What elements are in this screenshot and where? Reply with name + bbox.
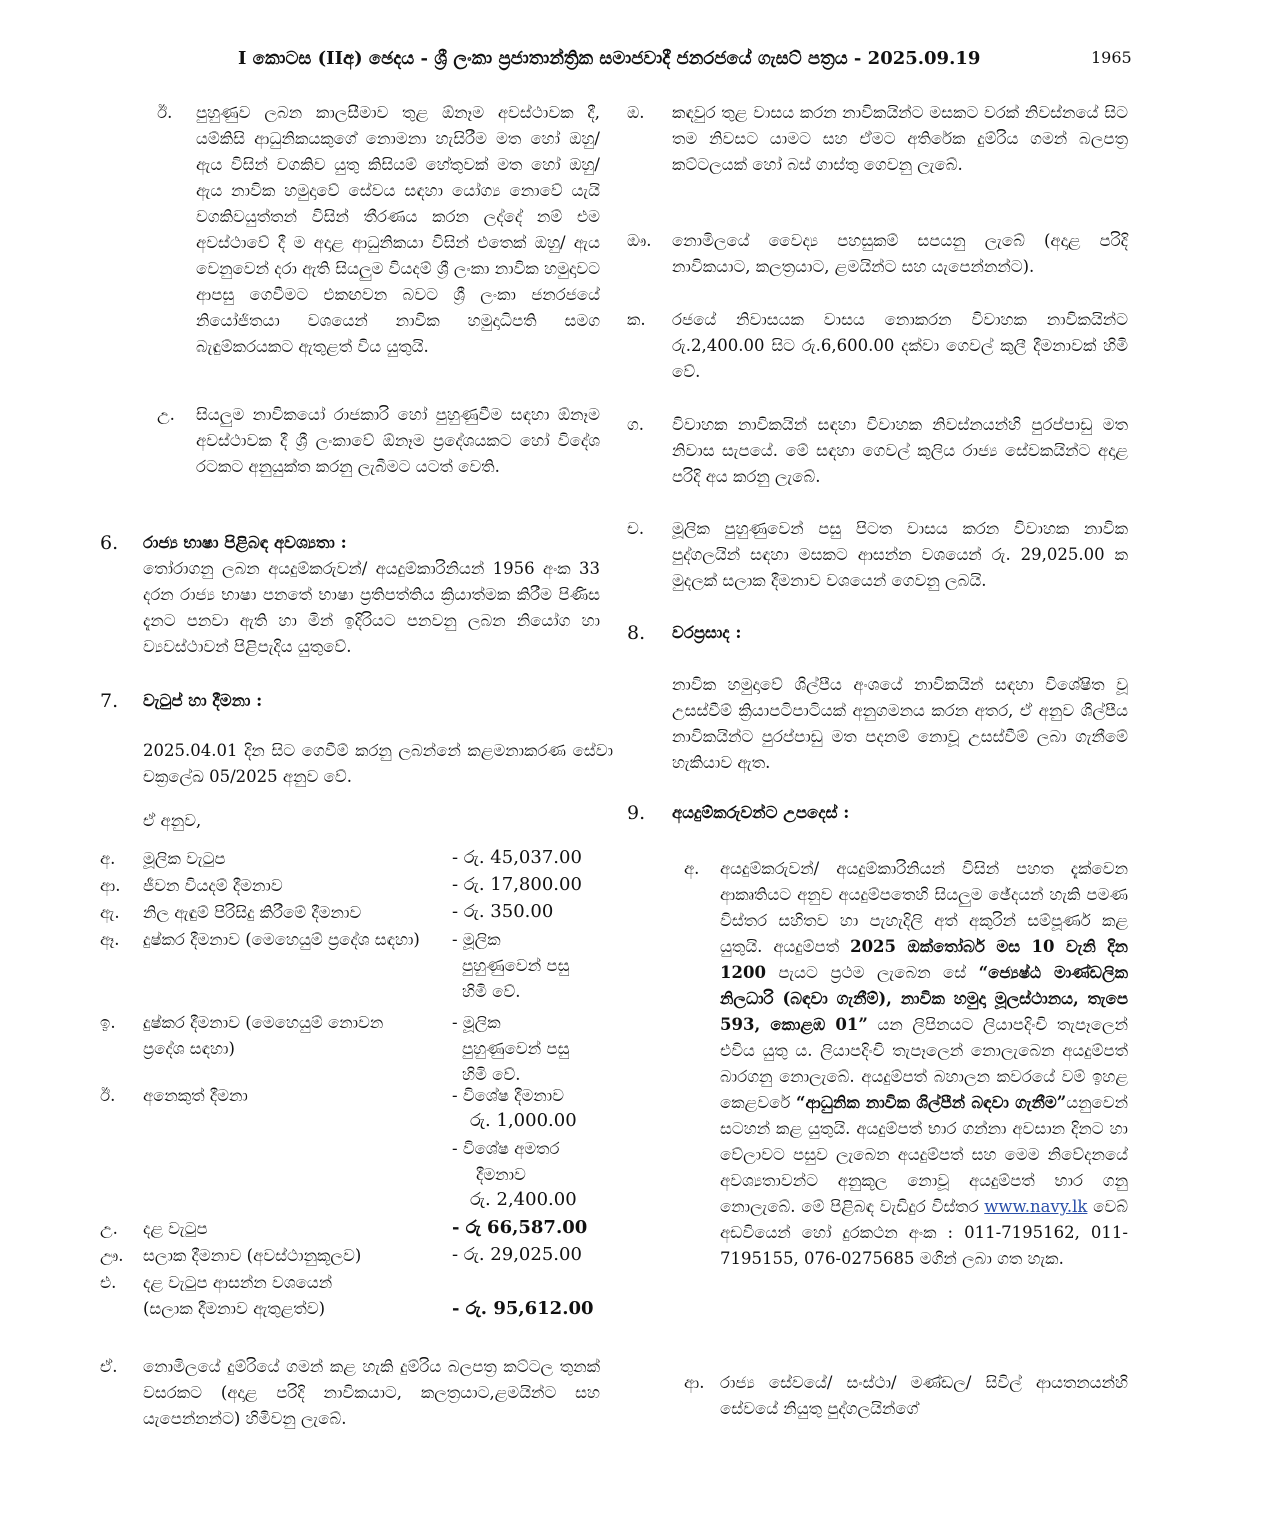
salary-row-value: - රු. 45,037.00 [452, 847, 582, 868]
item-ka-text: රජයේ නිවාසයක වාසය නොකරන විවාහක නාවිකයින්ට රු.2,400.00 සිට රු.6,600.00 දක්වා ගෙවල් කුලී දීමනාවක් හිමි වේ. [672, 310, 1128, 381]
section-6-heading: රාජ්‍ය භාෂා පිළිබඳ අවශ්‍යතා : [143, 533, 347, 552]
sub-a-envelope-mark: “ආධුනික නාවික ශිල්පීන් බඳවා ගැනීම” [796, 1093, 1067, 1112]
item-o-label: ඔ. [627, 103, 645, 122]
sub-a-deadline: 2025 ඔක්තෝබර් මස 10 වැනි දින 1200 [720, 937, 1129, 982]
salary-row-value-cont: පුහුණුවෙන් පසු [462, 1039, 570, 1058]
item-ga-label: ග. [627, 415, 645, 434]
sub-a-label: අ. [684, 859, 700, 878]
item-o-text: කඳවුර තුළ වාසය කරන නාවිකයින්ට මසකට වරක් නිවස්නයේ සිට තම නිවසට යාමට සහ ඒමට අතිරේක දුම්රිය ගමන් බලපත්‍ර කට්ටලයක් හෝ බස් ගාස්තු ගෙවනු ලැබේ. [672, 103, 1128, 174]
sub-a-p2: පැයට ප්‍රථම ලැබෙන සේ [778, 963, 967, 982]
salary-row-item-cont: ප්‍රදේශ සඳහා) [143, 1039, 235, 1058]
salary-row-label: උ. [100, 1219, 118, 1238]
salary-row-item: අනෙකුත් දීමනා [143, 1086, 248, 1105]
section-9-number: 9. [627, 802, 646, 824]
salary-row-value: - රු. 350.00 [452, 901, 554, 922]
section-9-heading: අයදුම්කරුවන්ට උපදෙස් : [672, 803, 850, 822]
salary-row-item: ජීවන වියදම් දීමනාව [143, 876, 283, 895]
gazette-header-title: I කොටස (IIඅ) ඡෙදය - ශ්‍රී ලංකා ප්‍රජාතාන්ත්‍රික සමාජවාදී ජනරජයේ ගැසට් පත්‍රය - 2025.09.19 [238, 48, 981, 69]
section-6-text: තෝරාගනු ලබන අයදුම්කරුවන්/ අයදුම්කාරිනියන් 1956 අංක 33 දරන රාජ්‍ය භාෂා පනතේ භාෂා ප්‍රතිපත්තිය ක්‍රියාත්මක කිරීම පිණිස දැනට පනවා ඇති හා මින් ඉදිරියට පනවනු ලබන නියෝග හා ව්‍යවස්ථාවන් පිළිපැදිය යුතුවේ. [143, 559, 600, 656]
section-7-heading: වැටුප් හා දීමනා : [143, 691, 263, 710]
sub-a-address: “ජ්‍යෙෂ්ඨ මාණ්ඩලික නිලධාරි (බඳවා ගැනීම්), නාවික හමුදා මූලස්ථානය, තැපෙ 593, කොළඹ 01” [720, 963, 1129, 1034]
salary-row-value-cont: හිමි වේ. [462, 982, 521, 1001]
item-ka-label: ක. [627, 310, 646, 329]
item-i-label: ඊ. [157, 103, 173, 122]
salary-row-value: - මූලික [452, 930, 501, 949]
section-8-heading: වරප්‍රසාද : [672, 623, 742, 642]
sub-a-p5: වෙබ් අඩවියෙන් හෝ දුරකථන අංක : 011-7195162, 011-7195155, 076-0275685 මගින් ලබා ගත හැක. [720, 1197, 1128, 1268]
salary-row-value: - රු. 17,800.00 [452, 874, 582, 895]
salary-row-value: - මූලික [452, 1013, 501, 1032]
salary-row-value: - විශේෂ දීමනාව [452, 1086, 565, 1105]
item-ga-text: විවාහක නාවිකයින් සඳහා විවාහක නිවස්නයන්හි පුරප්පාඩු මත නිවාස සැපයේ. මේ සඳහා ගෙවල් කුලිය රාජ්‍ය සේවකයින්ට අදාළ පරිදි අය කරනු ලැබේ. [672, 415, 1128, 486]
salary-row-label: ඈ. [100, 930, 120, 949]
item-u-label: උ. [157, 405, 175, 424]
item-u-text: සියලුම නාවිකයෝ රාජකාරි හෝ පුහුණුවීම සඳහා ඕනෑම අවස්ථාවක දී ශ්‍රී ලංකාවේ ඕනෑම ප්‍රදේශයකට හෝ විදේශ රටකට අනුයුක්ත කරනු ලැබීමට යටත් වෙති. [196, 405, 600, 476]
sub-aa-label: ආ. [684, 1373, 705, 1392]
salary-row-value-cont: රු. 2,400.00 [470, 1189, 577, 1210]
salary-row-label: ඌ. [100, 1246, 124, 1265]
item-au-label: ඖ. [627, 231, 652, 250]
salary-row-item: දළ වැටුප [143, 1219, 208, 1238]
salary-row-item: නිල ඇඳුම් පිරිසිදු කිරීමේ දීමනාව [143, 903, 362, 922]
salary-row-value-cont: රු. 1,000.00 [470, 1110, 577, 1131]
salary-row-item: මූලික වැටුප [143, 849, 226, 868]
salary-row-item: දුෂ්කර දීමනාව (මෙහෙයුම් නොවන [143, 1013, 384, 1032]
salary-row-value-cont: පුහුණුවෙන් පසු [462, 956, 570, 975]
salary-row-value: - රු 66,587.00 [452, 1217, 588, 1238]
page-number: 1965 [1091, 48, 1132, 67]
item-e-text: නොමිලයේ දුම්රියේ ගමන් කළ හැකි දුම්රිය බලපත්‍ර කට්ටල තුනක් වසරකට (අදාළ පරිදි නාවිකයාට, කලත්‍රයාට,ළමයින්ට සහ යැපෙන්නන්ට) හිමිවනු ලැබේ. [143, 1357, 600, 1428]
section-8-number: 8. [627, 622, 646, 644]
section-6-number: 6. [100, 532, 119, 554]
salary-row-value: - රු. 29,025.00 [452, 1244, 582, 1265]
section-8-text: නාවික හමුදාවේ ශිල්පීය අංශයේ නාවිකයින් සඳහා විශේෂිත වූ උසස්වීම් ක්‍රියාපටිපාටියක් අනුගමනය කරන අතර, ඒ අනුව ශිල්පීය නාවිකයින්ට පුරප්පාඩු මත පදනම් නොවූ උසස්වීම් ලබා ගැනීමේ හැකියාව ඇත. [672, 675, 1128, 772]
item-e-label: ඒ. [100, 1357, 118, 1376]
section-7-number: 7. [100, 690, 119, 712]
sub-a-p3: යන ලිපිනයට ලියාපදිංචි තැපෑලෙන් එවිය යුතු ය. ලියාපදිංචි තැපෑලෙන් නොලැබෙන අයදුම්පත් බාරගනු නොලැබේ. අයදුම්පත් බහාලන කවරයේ වම් ඉහළ කෙළවරේ [720, 1015, 1128, 1112]
salary-row-item: දුෂ්කර දීමනාව (මෙහෙයුම් ප්‍රදේශ සඳහා) [143, 930, 420, 949]
sub-aa-text: රාජ්‍ය සේවයේ/ සංස්ථා/ මණ්ඩල/ සිවිල් ආයතනයන්හි සේවයේ නියුතු පුද්ගලයින්ගේ [720, 1373, 1128, 1418]
salary-row-value: - රු. 95,612.00 [452, 1298, 594, 1319]
section-7-accordingly: ඒ අනුව, [143, 811, 202, 830]
salary-row-label: අ. [100, 849, 116, 868]
salary-row-label: ආ. [100, 876, 121, 895]
sub-a-p1: අයදුම්කරුවන්/ අයදුම්කාරිනියන් විසින් පහත දැක්වෙන ආකෘතියට අනුව අයදුම්පතෙහි සියලුම ඡේදයන් හැකි පමණ විස්තර සහිතව හා පැහැදිලි අත් අකුරින් සම්පූර්ණ කළ යුතුයි. අයදුම්පත් [720, 859, 1128, 956]
sub-a-p4: යනුවෙන් සටහන් කළ යුතුයි. අයදුම්පත් භාර ගන්නා අවසාන දිනට හා වේලාවට පසුව ලැබෙන අයදුම්පත් සහ මෙම නිවේදනයේ අවශ්‍යතාවන්ට අනුකූල නොවූ අයදුම්පත් භාර ගනු නොලැබේ. මේ පිළිබඳ වැඩිදුර විස්තර [720, 1093, 1128, 1216]
salary-row-label: එ. [100, 1273, 117, 1292]
item-cha-text: මූලික පුහුණුවෙන් පසු පිටත වාසය කරන විවාහක නාවික පුද්ගලයින් සඳහා මසකට ආසන්න වශයෙන් රු. 29,025.00 ක මුදලක් සලාක දීමනාව වශයෙන් ගෙවනු ලබයි. [672, 519, 1128, 590]
salary-row-label: ඇ. [100, 903, 120, 922]
navy-website-link[interactable]: www.navy.lk [984, 1197, 1088, 1216]
salary-row-value-cont: හිමි වේ. [462, 1065, 521, 1084]
salary-row-item-cont: (සලාක දීමනාව ඇතුළත්ව) [143, 1299, 326, 1318]
salary-row-item: සලාක දීමනාව (අවස්ථානුකූලව) [143, 1246, 362, 1265]
item-cha-label: ච. [627, 519, 645, 538]
salary-row-label: ඊ. [100, 1086, 116, 1105]
item-i-text: පුහුණුව ලබන කාලසීමාව තුළ ඕනෑම අවස්ථාවක දී, යම්කිසි ආධුනිකයකුගේ නොමනා හැසිරීම මත හෝ ඔහු/ ඇය විසින් වගකිව යුතු කිසියම් හේතුවක් මත හෝ ඔහු/ ඇය නාවික හමුදාවේ සේවය සඳහා යෝග්‍ය නොවේ යැයි වගකිවයුත්තන් විසින් තීරණය කරන ලද්දේ නම් එම අවස්ථාවේ දී ම අදාළ ආධුනිකයා විසින් එතෙක් ඔහු/ ඇය වෙනුවෙන් දරා ඇති සියලුම වියදම් ශ්‍රී ලංකා නාවික හමුදාවට ආපසු ගෙවීමට එකඟවන බවට ශ්‍රී ලංකා ජනරජයේ නියෝජිතයා වශයෙන් නාවික හමුදාධිපති සමග බැඳුම්කරයකට ඇතුළත් විය යුතුයි. [196, 103, 600, 356]
salary-row-value-cont: දීමනාව [476, 1165, 526, 1184]
item-au-text: නොමිලයේ වෛද්‍ය පහසුකම් සපයනු ලැබේ (අදාළ පරිදි නාවිකයාට, කලත්‍රයාට, ළමයින්ට සහ යැපෙන්නන්ට). [672, 231, 1128, 276]
salary-row-value-cont: - විශේෂ අමතර [452, 1139, 560, 1158]
salary-row-label: ඉ. [100, 1013, 116, 1032]
salary-row-item: දළ වැටුප ආසන්න වශයෙන් [143, 1273, 333, 1292]
sub-a-text [720, 856, 1128, 1272]
section-7-intro: 2025.04.01 දින සිට ගෙවීම් කරනු ලබන්නේ කළමනාකරණ සේවා චක්‍රලේඛ 05/2025 අනුව වේ. [143, 741, 613, 786]
